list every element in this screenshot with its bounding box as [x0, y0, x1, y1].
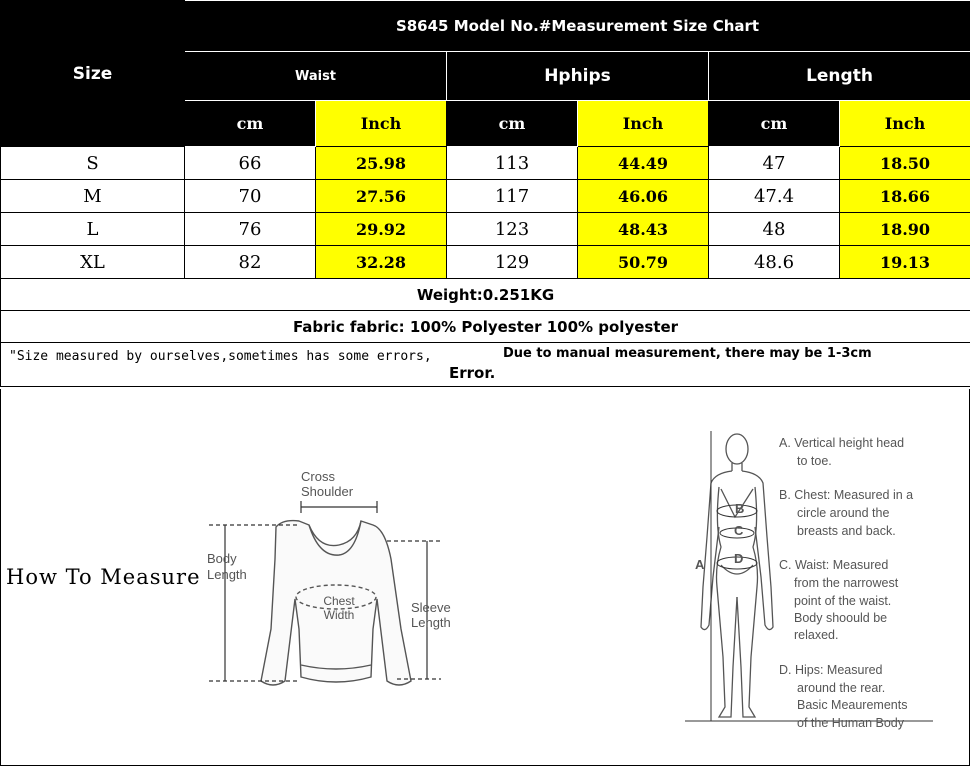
- body-length-label-1: Body: [207, 551, 237, 566]
- body-measure-diagram: [685, 427, 955, 737]
- table-row: [1, 213, 970, 246]
- hips-cm-cell: 129: [447, 246, 578, 279]
- note-b-line1: B. Chest: Measured in a: [779, 488, 914, 502]
- waist-header: Waist: [185, 52, 447, 101]
- length-cm-cell: 47.4: [709, 180, 840, 213]
- size-header: Size: [1, 1, 185, 147]
- size-cell: XL: [1, 246, 185, 279]
- note-c-line4: Body shoould be: [794, 611, 888, 625]
- cross-shoulder-label-2: Shoulder: [301, 484, 354, 499]
- waist-inch-cell: 25.98: [316, 147, 447, 180]
- note-c-line2: from the narrowest: [794, 576, 899, 590]
- length-inch-cell: 19.13: [840, 246, 970, 279]
- waist-cm-cell: 70: [185, 180, 316, 213]
- unit-cm: cm: [709, 101, 840, 147]
- letter-d: D: [734, 551, 744, 566]
- size-cell: M: [1, 180, 185, 213]
- sleeve-length-label-1: Sleeve: [411, 600, 451, 615]
- hips-inch-cell: 48.43: [578, 213, 709, 246]
- how-to-measure-section: [0, 389, 970, 766]
- letter-b: B: [735, 501, 745, 516]
- note-b-line2: circle around the: [797, 506, 890, 520]
- note-a-line1: A. Vertical height head: [779, 436, 905, 450]
- waist-cm-cell: 66: [185, 147, 316, 180]
- length-inch-cell: 18.66: [840, 180, 970, 213]
- note-c-line5: relaxed.: [794, 628, 839, 642]
- note-error-text: "Size measured by ourselves,sometimes has some errors,: [9, 349, 432, 364]
- table-row: [1, 246, 970, 279]
- note-error-word: Error.: [449, 364, 496, 382]
- hips-inch-cell: 46.06: [578, 180, 709, 213]
- note-b-line3: breasts and back.: [797, 524, 896, 538]
- chest-width-label-2: Width: [323, 608, 355, 622]
- size-cell: L: [1, 213, 185, 246]
- length-cm-cell: 48.6: [709, 246, 840, 279]
- letter-c: C: [734, 523, 744, 538]
- hips-cm-cell: 123: [447, 213, 578, 246]
- fabric-info: Fabric fabric: 100% Polyester 100% polyester: [1, 311, 970, 343]
- unit-cm: cm: [447, 101, 578, 147]
- waist-inch-cell: 29.92: [316, 213, 447, 246]
- cross-shoulder-label-1: Cross: [301, 469, 335, 484]
- hips-cm-cell: 117: [447, 180, 578, 213]
- waist-inch-cell: 32.28: [316, 246, 447, 279]
- sleeve-length-label-2: Length: [411, 615, 451, 630]
- table-row: [1, 147, 970, 180]
- shirt-measure-diagram: [201, 469, 471, 699]
- how-to-measure-title: How To Measure: [6, 565, 201, 589]
- weight-info: Weight:0.251KG: [1, 279, 970, 311]
- hips-cm-cell: 113: [447, 147, 578, 180]
- unit-inch: Inch: [316, 101, 447, 147]
- length-cm-cell: 47: [709, 147, 840, 180]
- length-cm-cell: 48: [709, 213, 840, 246]
- length-header: Length: [709, 52, 970, 101]
- size-cell: S: [1, 147, 185, 180]
- hips-inch-cell: 44.49: [578, 147, 709, 180]
- hips-inch-cell: 50.79: [578, 246, 709, 279]
- note-d-line4: of the Human Body: [797, 716, 905, 730]
- note-d-line2: around the rear.: [797, 681, 886, 695]
- note-d-line1: D. Hips: Measured: [779, 663, 883, 677]
- note-d-line3: Basic Meaurements: [797, 698, 908, 712]
- length-inch-cell: 18.50: [840, 147, 970, 180]
- length-inch-cell: 18.90: [840, 213, 970, 246]
- note-manual-measurement: Due to manual measurement, there may be 1-3cm: [503, 346, 872, 361]
- note-a-line2: to toe.: [797, 454, 832, 468]
- hips-header: Hphips: [447, 52, 709, 101]
- note-c-line1: C. Waist: Measured: [779, 558, 889, 572]
- unit-cm: cm: [185, 101, 316, 147]
- waist-cm-cell: 82: [185, 246, 316, 279]
- waist-inch-cell: 27.56: [316, 180, 447, 213]
- note-c-line3: point of the waist.: [794, 594, 892, 608]
- body-length-label-2: Length: [207, 567, 247, 582]
- waist-cm-cell: 76: [185, 213, 316, 246]
- chart-title: S8645 Model No.#Measurement Size Chart: [185, 1, 970, 52]
- measurement-note: [1, 343, 970, 387]
- table-row: [1, 180, 970, 213]
- unit-inch: Inch: [578, 101, 709, 147]
- unit-inch: Inch: [840, 101, 970, 147]
- chest-width-label-1: Chest: [323, 594, 355, 608]
- letter-a: A: [695, 557, 705, 572]
